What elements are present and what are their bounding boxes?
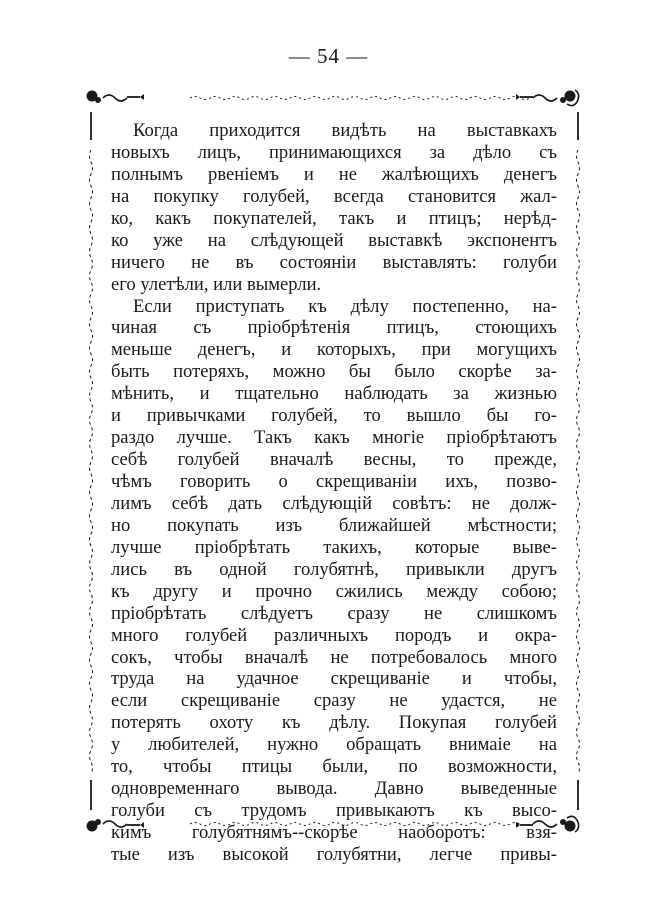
text-line: голуби съ трудомъ привыкаютъ къ высо-: [111, 800, 557, 822]
left-border-ornament: [90, 112, 93, 810]
text-line: его улетѣли, или вымерли.: [111, 273, 322, 295]
text-line: лимъ себѣ дать слѣдующій совѣтъ: не долж-: [111, 492, 557, 514]
text-line: Если приступать къ дѣлу постепенно, на-: [133, 295, 557, 317]
text-line: себѣ голубей вначалѣ весны, то прежде,: [111, 449, 557, 471]
text-line: потерять охоту къ дѣлу. Покупая голубей: [111, 712, 557, 734]
text-line: сокъ, чтобы вначалѣ не потребовалось много: [111, 646, 557, 668]
paragraph-2: [111, 296, 557, 866]
text-line: и привычками голубей, то вышло бы го-: [111, 405, 557, 427]
text-line: меньше денегъ, и которыхъ, при могущихъ: [111, 339, 557, 361]
text-line: раздо лучше. Такъ какъ многіе пріобрѣтаютъ: [111, 427, 557, 449]
text-line: кимъ голубятнямъ--скорѣе наоборотъ: взя-: [111, 822, 557, 843]
text-line: мѣнить, и тщательно наблюдать за жизнью: [111, 383, 557, 405]
text-line: тые изъ высокой голубятни, легче привы-: [111, 843, 557, 865]
text-line: къ другу и прочно сжились между собою;: [111, 580, 557, 602]
text-line: ко уже на слѣдующей выставкѣ экспонентъ: [111, 229, 557, 251]
body-text: [111, 120, 557, 866]
text-line: чѣмъ говорить о скрещиваніи ихъ, позво-: [111, 471, 557, 492]
text-line: пріобрѣтать слѣдуетъ сразу не слишкомъ: [111, 602, 557, 624]
text-line: у любителей, нужно обращать внимаіе на: [111, 734, 557, 756]
text-line: лись въ одной голубятнѣ, привыкли другъ: [111, 558, 557, 580]
text-line: лучше пріобрѣтать такихъ, которые выве-: [111, 536, 557, 558]
text-line: ничего не въ состояніи выставлять: голуби: [111, 251, 557, 273]
paragraph-1: [111, 120, 557, 296]
text-line: быть потеряхъ, можно бы было скорѣе за-: [111, 361, 557, 383]
text-line: полнымъ рвеніемъ и не жалѣющихъ денегъ: [111, 163, 557, 185]
page-number: — 54 —: [288, 44, 369, 68]
text-line: на покупку голубей, всегда становится жал-: [111, 185, 557, 207]
text-line: много голубей различныхъ породъ и окра-: [111, 624, 557, 646]
top-border-ornament: [87, 90, 579, 106]
text-line: новыхъ лицъ, принимающихся за дѣло съ: [111, 141, 557, 163]
text-line: то, чтобы птицы были, по возможности,: [111, 756, 557, 778]
text-line: Когда приходится видѣть на выставкахъ: [133, 120, 557, 141]
text-line: чиная съ пріобрѣтенія птицъ, стоющихъ: [111, 317, 557, 339]
text-line: труда на удачное скрещиваніе и чтобы,: [111, 668, 557, 690]
right-border-ornament: [577, 112, 580, 810]
text-line: ко, какъ покупателей, такъ и птицъ; нерѣд-: [111, 207, 557, 229]
text-line: но покупать изъ ближайшей мѣстности;: [111, 514, 557, 536]
text-line: одновременнаго вывода. Давно выведенные: [111, 778, 557, 800]
text-line: если скрещиваніе сразу не удастся, не: [111, 690, 557, 712]
